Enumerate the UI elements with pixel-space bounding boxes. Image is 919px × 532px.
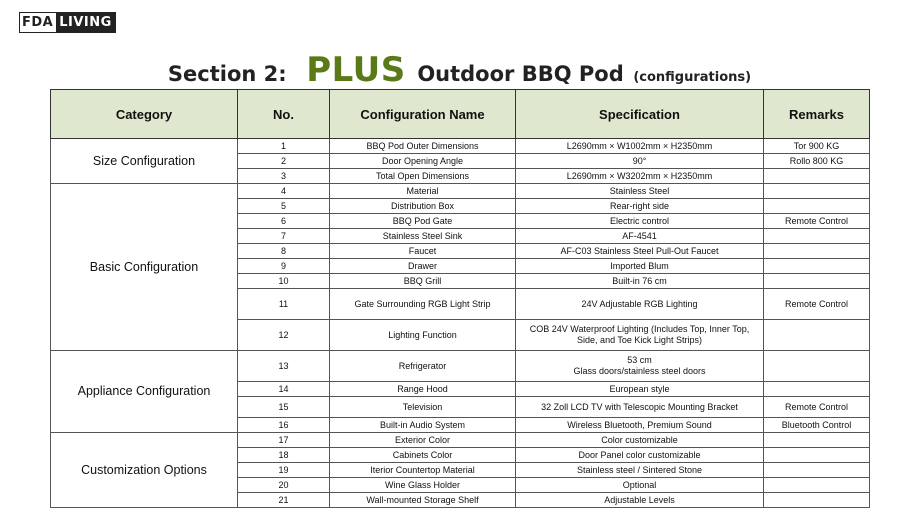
- cell-no: 3: [238, 169, 330, 184]
- title-product: Outdoor BBQ Pod: [417, 62, 624, 86]
- cell-spec: Color customizable: [516, 433, 764, 448]
- page-title: [0, 50, 919, 90]
- cell-spec: Electric control: [516, 214, 764, 229]
- category-customization: Customization Options: [51, 433, 238, 508]
- logo-text-fda: FDA: [20, 13, 56, 32]
- cell-name: BBQ Pod Gate: [330, 214, 516, 229]
- cell-no: 5: [238, 199, 330, 214]
- cell-remarks: [764, 433, 870, 448]
- cell-no: 20: [238, 478, 330, 493]
- cell-spec: Stainless steel / Sintered Stone: [516, 463, 764, 478]
- cell-no: 1: [238, 139, 330, 154]
- header-configuration-name: Configuration Name: [330, 90, 516, 139]
- cell-remarks: [764, 244, 870, 259]
- cell-remarks: Tor 900 KG: [764, 139, 870, 154]
- cell-name: Built-in Audio System: [330, 418, 516, 433]
- cell-name: Total Open Dimensions: [330, 169, 516, 184]
- cell-name: Faucet: [330, 244, 516, 259]
- cell-remarks: [764, 448, 870, 463]
- cell-name: BBQ Grill: [330, 274, 516, 289]
- cell-name: Wine Glass Holder: [330, 478, 516, 493]
- table-row: [51, 139, 870, 154]
- cell-remarks: [764, 493, 870, 508]
- cell-spec: Optional: [516, 478, 764, 493]
- cell-spec: 90°: [516, 154, 764, 169]
- title-configurations: (configurations): [633, 70, 752, 85]
- cell-no: 12: [238, 320, 330, 351]
- cell-name: Material: [330, 184, 516, 199]
- cell-name: Wall-mounted Storage Shelf: [330, 493, 516, 508]
- cell-remarks: [764, 351, 870, 382]
- cell-remarks: Remote Control: [764, 289, 870, 320]
- cell-remarks: [764, 320, 870, 351]
- cell-name: Gate Surrounding RGB Light Strip: [330, 289, 516, 320]
- cell-name: Drawer: [330, 259, 516, 274]
- cell-remarks: Bluetooth Control: [764, 418, 870, 433]
- header-no: No.: [238, 90, 330, 139]
- table-row: [51, 351, 870, 382]
- cell-no: 8: [238, 244, 330, 259]
- cell-no: 7: [238, 229, 330, 244]
- category-appliance: Appliance Configuration: [51, 351, 238, 433]
- cell-no: 17: [238, 433, 330, 448]
- cell-spec-line1: COB 24V Waterproof Lighting (Includes Top, Inner Top,: [529, 324, 750, 334]
- table-row: [51, 433, 870, 448]
- cell-remarks: [764, 274, 870, 289]
- cell-remarks: [764, 169, 870, 184]
- cell-name: Iterior Countertop Material: [330, 463, 516, 478]
- cell-spec-line2: Side, and Toe Kick Light Strips): [577, 335, 702, 345]
- title-section: Section 2:: [167, 62, 287, 86]
- cell-remarks: [764, 463, 870, 478]
- cell-spec: Rear-right side: [516, 199, 764, 214]
- cell-remarks: Rollo 800 KG: [764, 154, 870, 169]
- cell-no: 19: [238, 463, 330, 478]
- cell-name: BBQ Pod Outer Dimensions: [330, 139, 516, 154]
- category-size: Size Configuration: [51, 139, 238, 184]
- cell-no: 2: [238, 154, 330, 169]
- logo-text-living: LIVING: [56, 13, 115, 32]
- cell-spec: 32 Zoll LCD TV with Telescopic Mounting Bracket: [516, 397, 764, 418]
- cell-no: 11: [238, 289, 330, 320]
- cell-spec: Wireless Bluetooth, Premium Sound: [516, 418, 764, 433]
- cell-no: 4: [238, 184, 330, 199]
- cell-no: 6: [238, 214, 330, 229]
- cell-spec: 24V Adjustable RGB Lighting: [516, 289, 764, 320]
- cell-no: 21: [238, 493, 330, 508]
- cell-no: 10: [238, 274, 330, 289]
- cell-no: 15: [238, 397, 330, 418]
- header-remarks: Remarks: [764, 90, 870, 139]
- cell-remarks: Remote Control: [764, 214, 870, 229]
- header-specification: Specification: [516, 90, 764, 139]
- cell-remarks: [764, 184, 870, 199]
- cell-spec: Door Panel color customizable: [516, 448, 764, 463]
- cell-remarks: [764, 382, 870, 397]
- cell-name: Stainless Steel Sink: [330, 229, 516, 244]
- cell-name: Exterior Color: [330, 433, 516, 448]
- cell-name: Range Hood: [330, 382, 516, 397]
- category-basic: Basic Configuration: [51, 184, 238, 351]
- cell-no: 14: [238, 382, 330, 397]
- cell-name: Distribution Box: [330, 199, 516, 214]
- cell-name: Lighting Function: [330, 320, 516, 351]
- table-row: [51, 184, 870, 199]
- cell-no: 18: [238, 448, 330, 463]
- cell-name: Refrigerator: [330, 351, 516, 382]
- cell-spec: [516, 351, 764, 382]
- cell-spec: L2690mm × W1002mm × H2350mm: [516, 139, 764, 154]
- cell-spec: Adjustable Levels: [516, 493, 764, 508]
- cell-no: 13: [238, 351, 330, 382]
- cell-name: Television: [330, 397, 516, 418]
- cell-spec: L2690mm × W3202mm × H2350mm: [516, 169, 764, 184]
- table-header-row: [51, 90, 870, 139]
- cell-remarks: Remote Control: [764, 397, 870, 418]
- title-plus: PLUS: [306, 50, 406, 90]
- cell-remarks: [764, 199, 870, 214]
- cell-spec-line2: Glass doors/stainless steel doors: [573, 366, 706, 376]
- brand-logo: [19, 12, 116, 33]
- header-category: Category: [51, 90, 238, 139]
- cell-no: 9: [238, 259, 330, 274]
- cell-spec: Stainless Steel: [516, 184, 764, 199]
- cell-spec: European style: [516, 382, 764, 397]
- configuration-table: [50, 89, 870, 508]
- cell-spec: Built-in 76 cm: [516, 274, 764, 289]
- cell-spec: [516, 320, 764, 351]
- cell-spec: AF-4541: [516, 229, 764, 244]
- cell-no: 16: [238, 418, 330, 433]
- cell-remarks: [764, 259, 870, 274]
- cell-name: Cabinets Color: [330, 448, 516, 463]
- cell-remarks: [764, 229, 870, 244]
- cell-name: Door Opening Angle: [330, 154, 516, 169]
- cell-spec: AF-C03 Stainless Steel Pull-Out Faucet: [516, 244, 764, 259]
- cell-remarks: [764, 478, 870, 493]
- cell-spec: Imported Blum: [516, 259, 764, 274]
- cell-spec-line1: 53 cm: [627, 355, 652, 365]
